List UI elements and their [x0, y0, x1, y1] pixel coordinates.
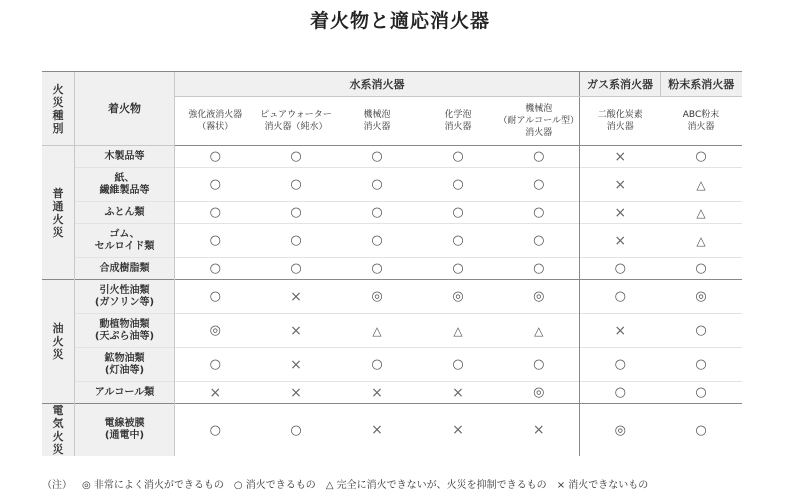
rating-mark: ○ — [580, 280, 661, 314]
table-row — [42, 348, 742, 382]
legend-note — [42, 476, 782, 491]
table-row — [42, 404, 742, 457]
rating-mark: ○ — [499, 202, 580, 224]
rating-mark: ○ — [499, 258, 580, 280]
header-fire-type-label: 火災種別 — [52, 82, 64, 135]
rating-mark: ○ — [418, 348, 499, 382]
rating-mark: ○ — [661, 314, 742, 348]
rating-mark: ◎ — [418, 280, 499, 314]
rating-mark: ○ — [175, 258, 256, 280]
category-label: 普通火災 — [52, 186, 64, 239]
object-label: アルコール類 — [75, 382, 175, 404]
rating-mark: ○ — [499, 224, 580, 258]
legend-item: ◎ 非常によく消火ができるもの — [82, 480, 224, 491]
rating-mark: ○ — [661, 404, 742, 457]
rating-mark: ◎ — [499, 382, 580, 404]
rating-mark: ○ — [661, 258, 742, 280]
rating-mark: × — [499, 404, 580, 457]
header-extinguisher: 機械泡 （耐アルコール型） 消火器 — [498, 104, 579, 138]
object-label: 鉱物油類 (灯油等) — [75, 348, 175, 382]
rating-mark: × — [580, 314, 661, 348]
rating-mark: ○ — [499, 168, 580, 202]
rating-mark: △ — [499, 314, 580, 348]
rating-mark: ◎ — [661, 280, 742, 314]
header-extinguisher: ABC粉末 消火器 — [682, 110, 720, 132]
rating-mark: × — [256, 314, 337, 348]
rating-mark: △ — [661, 224, 742, 258]
table-row — [42, 146, 742, 168]
rating-mark: ○ — [499, 348, 580, 382]
rating-mark: × — [337, 382, 418, 404]
header-fire-type — [42, 72, 75, 146]
rating-mark: × — [418, 404, 499, 457]
rating-mark: ○ — [418, 258, 499, 280]
rating-mark: ○ — [256, 202, 337, 224]
object-label: 木製品等 — [75, 146, 175, 168]
rating-mark: ○ — [337, 146, 418, 168]
rating-mark: ○ — [175, 146, 256, 168]
object-label: 引火性油類 (ガソリン等) — [75, 280, 175, 314]
header-extinguisher: 機械泡 消火器 — [363, 110, 391, 132]
header-extinguisher: 強化液消火器 （霧状） — [175, 97, 256, 146]
rating-mark: ○ — [256, 168, 337, 202]
rating-mark: ○ — [256, 404, 337, 457]
rating-mark: × — [175, 382, 256, 404]
table-row — [42, 280, 742, 314]
rating-mark: × — [256, 348, 337, 382]
rating-mark: ○ — [418, 146, 499, 168]
rating-mark: × — [580, 146, 661, 168]
rating-mark: △ — [418, 314, 499, 348]
table-row — [42, 382, 742, 404]
category-cell — [42, 280, 75, 404]
header-extinguisher: ピュアウォーター 消火器（純水） — [260, 110, 332, 132]
rating-mark: ○ — [175, 224, 256, 258]
legend-item: △ 完全に消火できないが、火災を抑制できるもの — [325, 480, 547, 491]
object-label: 合成樹脂類 — [75, 258, 175, 280]
rating-mark: ○ — [418, 202, 499, 224]
rating-mark: × — [580, 202, 661, 224]
rating-mark: ◎ — [337, 280, 418, 314]
rating-mark: △ — [661, 202, 742, 224]
header-row-groups — [42, 72, 742, 97]
rating-mark: ○ — [256, 224, 337, 258]
extinguisher-table — [42, 71, 742, 456]
rating-mark: ○ — [418, 168, 499, 202]
rating-mark: ○ — [337, 168, 418, 202]
rating-mark: ○ — [256, 146, 337, 168]
rating-mark: ○ — [175, 202, 256, 224]
rating-mark: ○ — [418, 224, 499, 258]
header-group-powder: 粉末系消火器 — [661, 72, 742, 97]
rating-mark: ◎ — [580, 404, 661, 457]
category-label: 油火災 — [52, 322, 64, 361]
rating-mark: × — [256, 280, 337, 314]
rating-mark: ○ — [175, 280, 256, 314]
rating-mark: △ — [661, 168, 742, 202]
object-label: 電線被膜 (通電中) — [75, 404, 175, 457]
header-extinguisher: 二酸化炭素 消火器 — [580, 97, 661, 146]
table-row — [42, 202, 742, 224]
legend-item: ○ 消火できるもの — [233, 480, 316, 491]
rating-mark: ○ — [337, 224, 418, 258]
rating-mark: × — [580, 168, 661, 202]
rating-mark: ○ — [499, 146, 580, 168]
header-extinguisher: 化学泡 消火器 — [444, 110, 472, 132]
rating-mark: ○ — [661, 382, 742, 404]
category-cell — [42, 404, 75, 457]
table-row — [42, 168, 742, 202]
category-cell — [42, 146, 75, 280]
table-row — [42, 314, 742, 348]
page-title: 着火物と適応消火器 — [309, 10, 490, 32]
rating-mark: ○ — [256, 258, 337, 280]
rating-mark: ○ — [337, 258, 418, 280]
rating-mark: ○ — [175, 348, 256, 382]
rating-mark: ○ — [337, 348, 418, 382]
rating-mark: × — [256, 382, 337, 404]
rating-mark: ○ — [580, 348, 661, 382]
legend-item: × 消火できないもの — [556, 480, 649, 491]
rating-mark: ○ — [580, 258, 661, 280]
rating-mark: △ — [337, 314, 418, 348]
rating-mark: × — [337, 404, 418, 457]
table-row — [42, 258, 742, 280]
rating-mark: ○ — [175, 404, 256, 457]
category-label: 電気火災 — [52, 404, 64, 456]
rating-mark: ○ — [661, 146, 742, 168]
rating-mark: × — [418, 382, 499, 404]
rating-mark: ○ — [175, 168, 256, 202]
rating-mark: ◎ — [499, 280, 580, 314]
header-group-water: 水系消火器 — [175, 72, 580, 97]
object-label: 紙、 繊維製品等 — [75, 168, 175, 202]
legend-prefix: （注） — [42, 480, 72, 491]
rating-mark: ○ — [580, 382, 661, 404]
object-label: ふとん類 — [75, 202, 175, 224]
rating-mark: ◎ — [175, 314, 256, 348]
table-row — [42, 224, 742, 258]
header-object: 着火物 — [75, 72, 175, 146]
header-group-gas: ガス系消火器 — [580, 72, 661, 97]
object-label: ゴム、 セルロイド類 — [75, 224, 175, 258]
rating-mark: × — [580, 224, 661, 258]
rating-mark: ○ — [337, 202, 418, 224]
rating-mark: ○ — [661, 348, 742, 382]
object-label: 動植物油類 (天ぷら油等) — [75, 314, 175, 348]
